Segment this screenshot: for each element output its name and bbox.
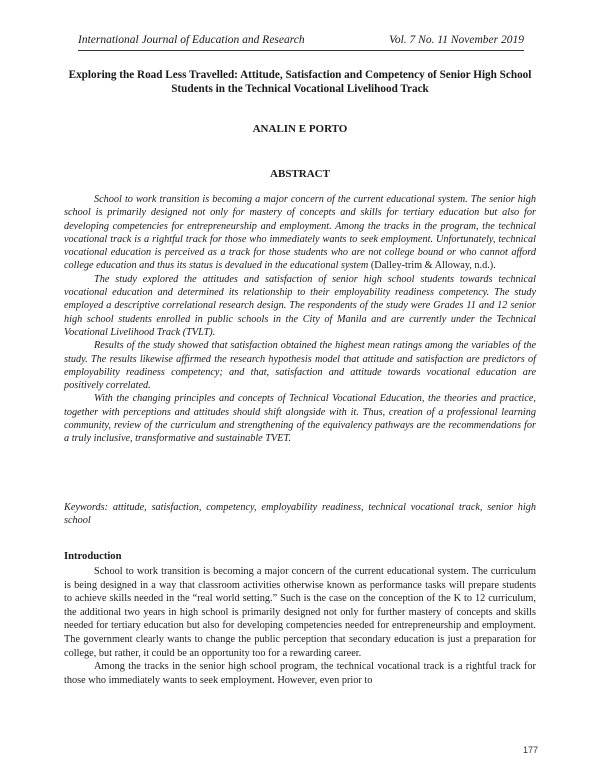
author-name: ANALIN E PORTO (252, 123, 348, 135)
abstract-citation: (Dalley-trim & Alloway, n.d.). (370, 260, 496, 272)
header-rule (78, 50, 524, 51)
abstract-paragraph-2: The study explored the attitudes and satisfaction of senior high school students towards technical vocational education and determined its relationship to their employability readiness competency. The study employed a descriptive correlational research design. The respondents of the study were Grades 11 and 12 senior high school students enrolled in public schools in the City of Manila and are currently under the Technical Vocational Livelihood Track (TVLT). (64, 273, 536, 338)
abstract-heading: ABSTRACT (270, 168, 330, 180)
abstract-body (64, 193, 536, 446)
page-number: 177 (522, 745, 538, 755)
paper-title: Exploring the Road Less Travelled: Attitude, Satisfaction and Competency of Senior High School Students in the Technical Vocational Livelihood Track (68, 69, 532, 95)
abstract-paragraph-4: With the changing principles and concepts of Technical Vocational Education, the theories and practice, together with perceptions and attitudes should shift alongside with it. Thus, creation of a professional learning community, review of the curriculum and strengthening of the equivalency pathways are the recommendations for a truly inclusive, transformative and sustainable TVET. (64, 393, 536, 445)
introduction-paragraph-1: School to work transition is becoming a major concern of the current educational system. The curriculum is being designed in a way that classroom activities otherwise known as performance tasks will prepare students to achieve skills needed in the “real world setting.” Such is the case on the conception of the K to 12 curriculum, the additional two years in high school is primarily designed not only for further mastery of concepts and skills needed for tertiary education but also for developing competencies needed for entrepreneurship and employment. The government clearly wants to change the public perception that secondary education is just a preparation for college, but rather, it could be an opportunity too for a rewarding career. (64, 566, 536, 659)
keywords: Keywords: attitude, satisfaction, competency, employability readiness, technical vocational track, senior high school (64, 502, 536, 527)
abstract-paragraph-1 (64, 193, 536, 273)
volume-info: Vol. 7 No. 11 November 2019 (389, 34, 524, 46)
introduction-heading: Introduction (64, 551, 122, 562)
introduction-paragraph-2: Among the tracks in the senior high school program, the technical vocational track is a rightful track for those who immediately wants to seek employment. However, even prior to (64, 661, 536, 686)
running-header (78, 34, 524, 46)
abstract-paragraph-1-text: School to work transition is becoming a major concern of the current educational system. The senior high school is primarily designed not only for mastery of concepts and skills for tertiary education but also for developing competencies for entrepreneurship and employment. Among the tracks in the program, the technical vocational track is a rightful track for those who immediately wants to seek employment. Unfortunately, technical vocational education is perceived as a track for those students who are not college bound or who cannot afford college education and thus its status is devalued in the educational system (64, 194, 536, 272)
introduction-body (64, 565, 536, 687)
abstract-paragraph-3: Results of the study showed that satisfaction obtained the highest mean ratings among the variables of the study. The results likewise affirmed the research hypothesis model that attitude and satisfaction are predictors of employability readiness competency; and that, satisfaction and attitude towards vocational education are positively correlated. (64, 340, 536, 392)
journal-name: International Journal of Education and Research (78, 34, 305, 46)
